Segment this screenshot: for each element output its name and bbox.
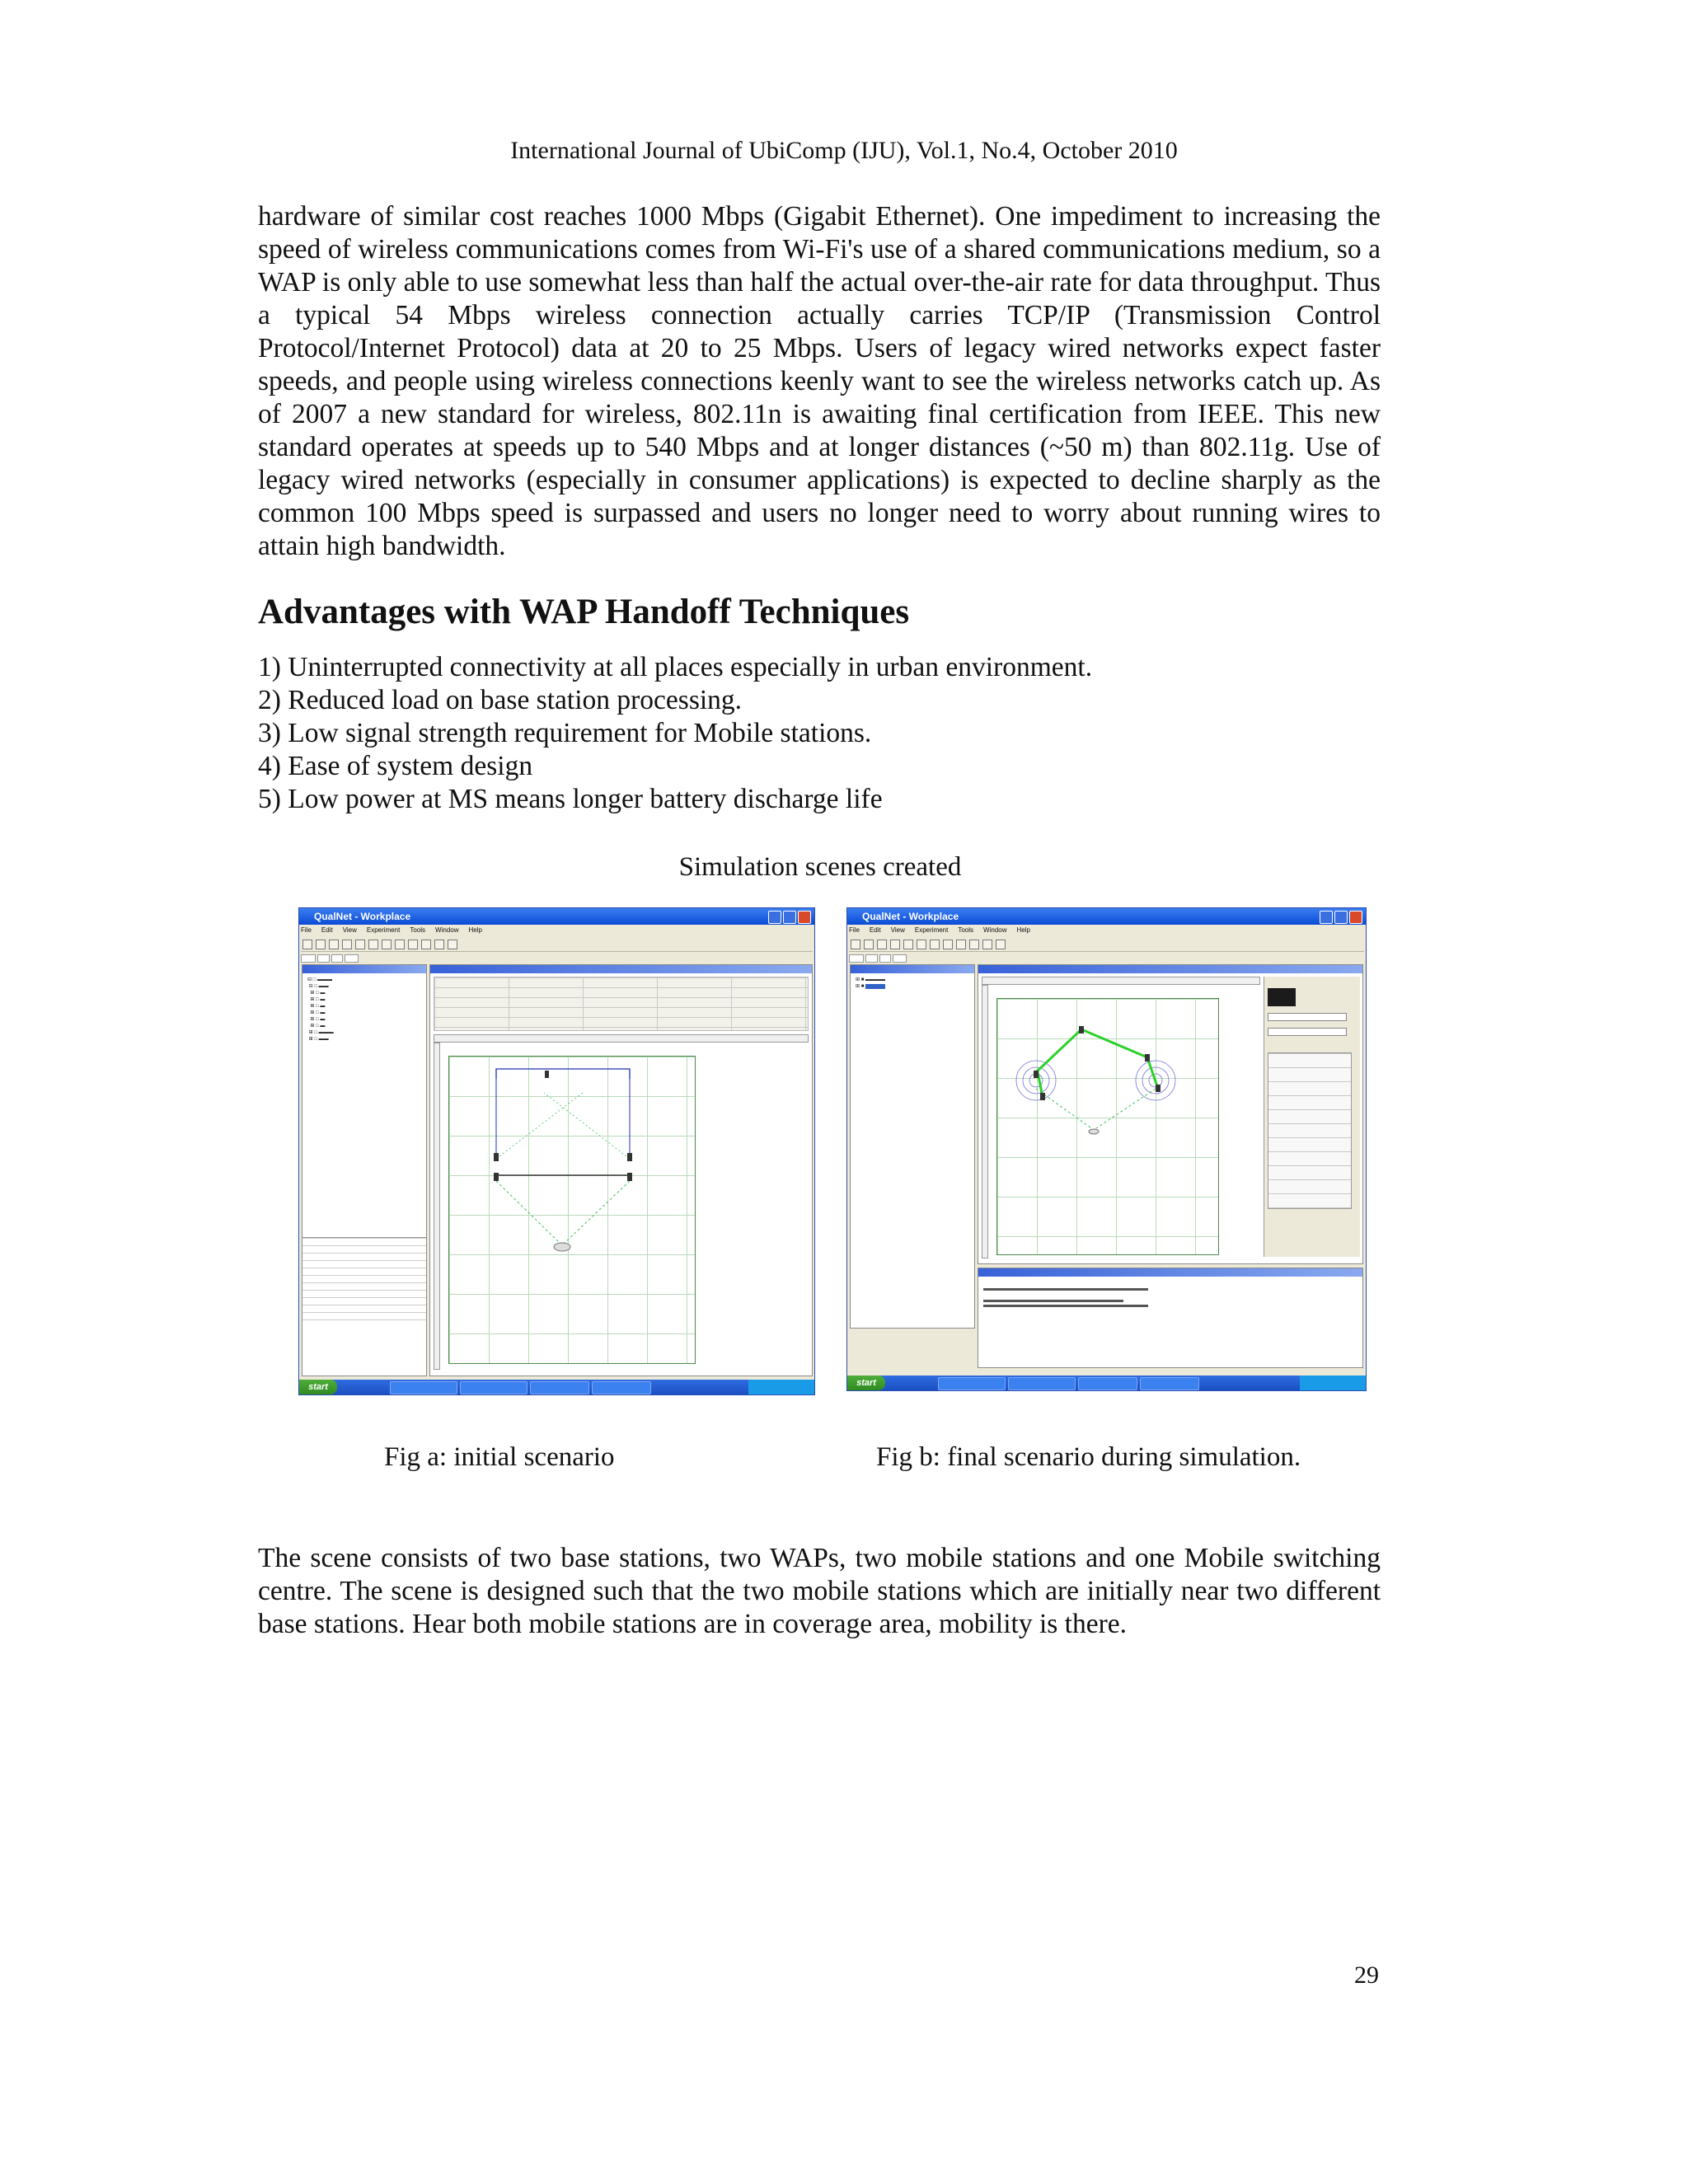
animation-controls — [1264, 977, 1360, 1257]
list-item: 3) Low signal strength requirement for Mobile stations. — [258, 718, 872, 748]
screenshot-initial-scenario — [298, 907, 815, 1395]
animation-filter-list — [1268, 1052, 1352, 1209]
menu-help: Help — [1016, 926, 1030, 934]
running-header: International Journal of UbiComp (IJU), Vol.1, No.4, October 2010 — [510, 137, 1178, 164]
output-window — [978, 1268, 1363, 1368]
network-topology — [430, 965, 812, 1376]
window-title: QualNet - Workplace — [299, 908, 814, 925]
list-item: 5) Low power at MS means longer battery discharge life — [258, 784, 883, 814]
body-paragraph-1: hardware of similar cost reaches 1000 Mbps (Gigabit Ethernet). One impediment to increasing the speed of wireless communications comes from Wi-Fi's use of a shared communications medium, so a WAP is only able to use somewhat less than half the actual over-the-air rate for data throughput. Thus a typical 54 Mbps wireless connection actually carries TCP/IP (Transmission Control Protocol/Internet Protocol) data at 20 to 25 Mbps. Users of legacy wired networks expect faster speeds, and people using wireless connections keenly want to see the wireless networks catch up. As of 2007 a new standard for wireless, 802.11n is awaiting final certification from IEEE. This new standard operates at speeds up to 540 Mbps and at longer distances (~50 m) than 802.11g. Use of legacy wired networks (especially in consumer applications) is expected to decline sharply as the common 100 Mbps speed is surpassed and users no longer need to worry about running wires to attain high bandwidth. — [258, 201, 1381, 561]
toolbar — [301, 936, 813, 952]
scenario-tree: ⊞ ■ ▬▬▬▬ ⊞ ■ ▬▬▬▬ — [856, 977, 885, 989]
toolbar — [849, 936, 1364, 952]
body-paragraph-2: The scene consists of two base stations, two WAPs, two mobile stations and one Mobile switching centre. The scene is designed such that the two mobile stations which are initially near two different base stations. Hear both mobile stations are in coverage area, mobility is there. — [258, 1543, 1381, 1639]
file-system-panel — [302, 964, 427, 1376]
section-heading: Advantages with WAP Handoff Techniques — [258, 593, 910, 631]
system-tray — [1300, 1376, 1366, 1390]
menu-window: Window — [435, 926, 459, 934]
tab-strip — [301, 954, 359, 963]
figure-caption-a: Fig a: initial scenario — [384, 1442, 615, 1472]
scenario-designer-panel — [429, 964, 813, 1376]
taskbar — [299, 1380, 814, 1394]
start-button: start — [299, 1380, 337, 1394]
menu-tools: Tools — [958, 926, 974, 934]
list-item: 1) Uninterrupted connectivity at all places especially in urban environment. — [258, 652, 1093, 682]
menu-window: Window — [983, 926, 1007, 934]
taskbar — [847, 1376, 1366, 1390]
menu-file: File — [301, 926, 312, 934]
menu-edit: Edit — [869, 926, 881, 934]
window-title: QualNet - Workplace — [847, 908, 1366, 925]
window-controls — [1320, 911, 1362, 924]
menu-bar — [849, 926, 1030, 934]
menu-experiment: Experiment — [914, 926, 949, 934]
tab-strip — [849, 954, 907, 963]
system-tray — [748, 1380, 814, 1394]
animation-window — [978, 964, 1363, 1264]
menu-edit: Edit — [321, 926, 333, 934]
list-item: 2) Reduced load on base station processing. — [258, 685, 743, 715]
start-button: start — [847, 1376, 885, 1390]
page-number: 29 — [1354, 1961, 1379, 1989]
advantages-list — [258, 651, 1092, 816]
file-system-panel — [850, 964, 975, 1329]
list-item: 4) Ease of system design — [258, 751, 533, 781]
menu-help: Help — [468, 926, 482, 934]
menu-file: File — [849, 926, 860, 934]
menu-tools: Tools — [410, 926, 426, 934]
scenario-tree: ⊟ □ ▬▬▬ ⊟ □ ▬▬ ⊞ □ ▬ ⊞ □ ▬ ⊞ □ ▬ ⊞ □ ▬ ⊞ □ ▬ ⊞ □ ▬ ⊞ □ ▬▬▬ ⊞ □ ▬▬ — [307, 977, 334, 1042]
properties-table — [302, 1237, 426, 1320]
menu-view: View — [342, 926, 357, 934]
figure-caption-b: Fig b: final scenario during simulation. — [876, 1442, 1301, 1472]
figure-title: Simulation scenes created — [678, 852, 962, 882]
menu-bar — [301, 926, 482, 934]
menu-experiment: Experiment — [366, 926, 401, 934]
menu-view: View — [890, 926, 905, 934]
screenshot-final-scenario — [846, 907, 1367, 1391]
window-controls — [768, 911, 811, 924]
